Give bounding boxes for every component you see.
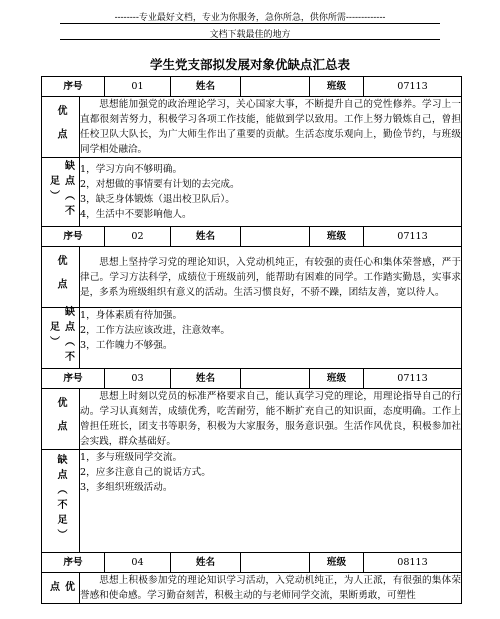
cons-list bbox=[80, 308, 462, 369]
cons-label: 缺点（不足） bbox=[42, 450, 80, 553]
pros-row bbox=[42, 389, 462, 450]
pros-label: 优 点 bbox=[42, 247, 80, 308]
class-value: 08113 bbox=[364, 553, 462, 573]
seq-label: 序号 bbox=[42, 227, 105, 247]
document-title: 学生党支部拟发展对象优缺点汇总表 bbox=[149, 57, 350, 72]
cons-item: 1，多与班级同学交流。 bbox=[80, 452, 183, 463]
pros-label: 优 点 bbox=[42, 573, 80, 604]
cons-item: 3，工作魄力不够强。 bbox=[80, 340, 173, 351]
pros-text: 思想上坚持学习党的理论知识，入党动机纯正，有较强的责任心和集体荣誉感，严于律己。学习方法科学，成绩位于班级前列，能帮助有困难的同学。工作踏实勤恳，实事求是，多系为班级组织有意义的活动。生活习惯良好，不骄不躁，团结友善，宽以待人。 bbox=[80, 247, 462, 308]
cons-item: 1，学习方向不够明确。 bbox=[80, 164, 183, 175]
pros-row bbox=[42, 247, 462, 308]
pros-label: 优 点 bbox=[42, 97, 80, 158]
name-label: 姓名 bbox=[171, 369, 241, 389]
class-label: 班级 bbox=[310, 77, 364, 97]
seq-label: 序号 bbox=[42, 77, 105, 97]
header-subtitle: 文档下载最佳的地方 bbox=[209, 30, 291, 40]
cons-list bbox=[80, 158, 462, 227]
pros-text: 思想上时刻以党员的标准严格要求自己，能认真学习党的理论，用理论指导自己的行动。学习认真刻苦，成绩优秀，吃苦耐劳，能不断扩充自己的知识面，态度明确。工作上曾担任班长，团支书等职务，积极为大家服务，服务意识强。生活作风优良，积极参加社会实践，群众基础好。 bbox=[80, 389, 462, 450]
cons-item: 3，多组织班级活动。 bbox=[80, 482, 173, 493]
cons-item: 3，缺乏身体锻炼（退出校卫队后）。 bbox=[80, 194, 235, 205]
record-header-row bbox=[42, 77, 462, 97]
seq-value: 03 bbox=[105, 369, 171, 389]
class-label: 班级 bbox=[310, 227, 364, 247]
class-value: 07113 bbox=[364, 227, 462, 247]
cons-item: 2，对想做的事情要有计划的去完成。 bbox=[80, 179, 240, 190]
summary-table bbox=[41, 76, 462, 604]
cons-item: 2，应多注意自己的说话方式。 bbox=[80, 467, 211, 478]
record-header-row bbox=[42, 227, 462, 247]
cons-item: 4，生活中不要影响他人。 bbox=[80, 209, 192, 220]
seq-label: 序号 bbox=[42, 369, 105, 389]
seq-value: 02 bbox=[105, 227, 171, 247]
cons-row bbox=[42, 308, 462, 369]
name-value bbox=[241, 227, 310, 247]
pros-label: 优 点 bbox=[42, 389, 80, 450]
name-label: 姓名 bbox=[171, 553, 241, 573]
cons-row bbox=[42, 450, 462, 553]
class-value: 07113 bbox=[364, 369, 462, 389]
seq-value: 01 bbox=[105, 77, 171, 97]
seq-label: 序号 bbox=[42, 553, 105, 573]
cons-row bbox=[42, 158, 462, 227]
header-banner: --------专业最好文档，专业为你服务，急你所急，供你所需------------- bbox=[114, 13, 386, 23]
cons-item: 2，工作方法应该改进，注意效率。 bbox=[80, 325, 231, 336]
class-label: 班级 bbox=[310, 553, 364, 573]
pros-row bbox=[42, 573, 462, 604]
name-label: 姓名 bbox=[171, 77, 241, 97]
cons-list bbox=[80, 450, 462, 553]
cons-label: 缺点（不足） bbox=[42, 308, 80, 369]
seq-value: 04 bbox=[105, 553, 171, 573]
name-label: 姓名 bbox=[171, 227, 241, 247]
name-value bbox=[241, 369, 310, 389]
name-value bbox=[241, 553, 310, 573]
cons-label: 缺点（不足） bbox=[42, 158, 80, 227]
header-rule-bottom bbox=[60, 39, 440, 40]
class-label: 班级 bbox=[310, 369, 364, 389]
pros-text: 思想能加强党的政治理论学习，关心国家大事，不断提升自己的党性修养。学习上一直都很刻苦努力，积极学习各项工作技能，能做到学以致用。工作上努力锻炼自己，曾担任校卫队大队长，为广大师生作出了重要的贡献。生活态度乐观向上，勤俭节约，与班级同学相处融洽。 bbox=[80, 97, 462, 158]
record-header-row bbox=[42, 369, 462, 389]
record-header-row bbox=[42, 553, 462, 573]
cons-item: 1，身体素质有待加强。 bbox=[80, 310, 183, 321]
pros-row bbox=[42, 97, 462, 158]
class-value: 07113 bbox=[364, 77, 462, 97]
header-rule-top bbox=[60, 23, 440, 24]
name-value bbox=[241, 77, 310, 97]
pros-text: 思想上积极参加党的理论知识学习活动，入党动机纯正，为人正派，有很强的集体荣誉感和使命感。学习勤奋刻苦，积极主动的与老师同学交流，果断勇敢，可塑性 bbox=[80, 573, 462, 604]
